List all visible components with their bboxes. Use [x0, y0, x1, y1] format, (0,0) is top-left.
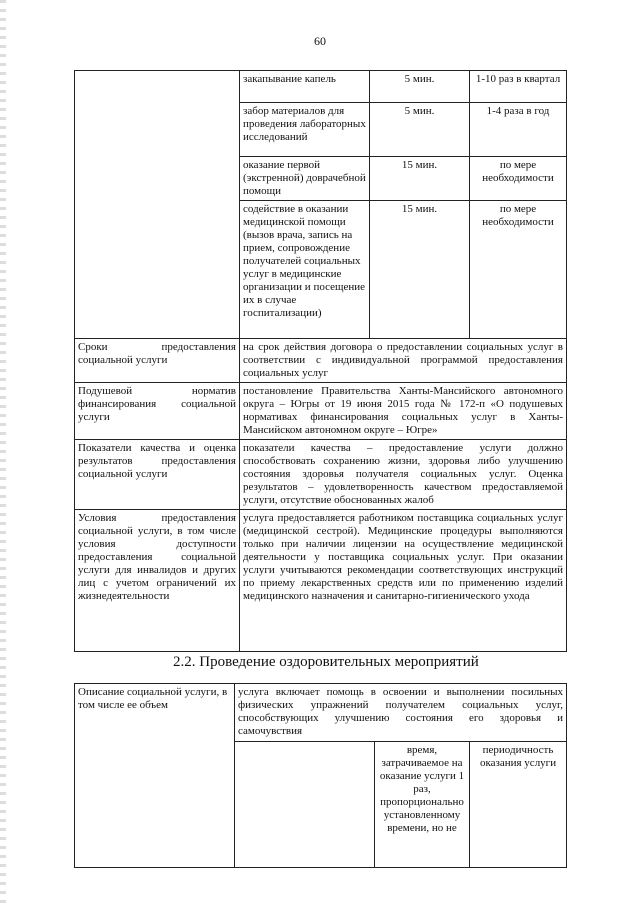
row-value: услуга предоставляется работником поставщика социальных услуг (медицинской сестрой). Медицинские процедуры выполняются только при наличии лицензии на осуществление медицинской деятельности у поставщика социальных услуг. При оказании услуги учитываются рекомендации соответствующих инструкций по приему лекарственных средств или по применению изделий медицинского назначения и санитарно-гигиенического ухода [240, 510, 567, 652]
section-title: 2.2. Проведение оздоровительных мероприятий [173, 654, 479, 670]
row-value: услуга включает помощь в освоении и выполнении посильных физических упражнений получателем социальных услуг, способствующих улучшению состояния его здоровья и самочувствия [235, 684, 567, 742]
page-number: 60 [314, 34, 326, 48]
row-label: Сроки предоставления социальной услуги [75, 339, 240, 383]
empty-cell [235, 742, 375, 868]
service-table [74, 70, 567, 652]
table-row [75, 339, 567, 383]
procedure-name: забор материалов для проведения лабораторных исследований [240, 103, 370, 157]
row-value: постановление Правительства Ханты-Мансийского автономного округа – Югры от 19 июня 2015 года № 172-п «О подушевых нормативах финансирования социальных услуг в Ханты-Мансийском автономном округе – Югре» [240, 383, 567, 440]
procedure-time: 5 мин. [370, 71, 470, 103]
table-row [75, 71, 567, 103]
table-row [75, 510, 567, 652]
column-header-time: время, затрачиваемое на оказание услуги 1 раз, пропорционально установленному времени, но не [375, 742, 470, 868]
table-row [75, 684, 567, 742]
service-table [74, 683, 567, 868]
procedure-name: содействие в оказании медицинской помощи (вызов врача, запись на прием, сопровождение получателей социальных услуг в медицинские организации и посещение их в случае госпитализации) [240, 201, 370, 339]
procedure-frequency: 1-10 раз в квартал [470, 71, 567, 103]
row-label: Условия предоставления социальной услуги, в том числе условия доступности предоставления социальной услуги для инвалидов и других лиц с учетом ограничений их жизнедеятельности [75, 510, 240, 652]
scan-edge [0, 0, 6, 905]
row-label: Подушевой норматив финансирования социальной услуги [75, 383, 240, 440]
procedure-name: закапывание капель [240, 71, 370, 103]
row-value: показатели качества – предоставление услуги должно способствовать сохранению жизни, здоровья либо улучшению состояния здоровья получателя социальных услуг. Оценка результатов – удовлетворенность качеством предоставляемой услуги, отсутствие обоснованных жалоб [240, 440, 567, 510]
procedure-time: 5 мин. [370, 103, 470, 157]
procedure-name: оказание первой (экстренной) доврачебной помощи [240, 157, 370, 201]
procedure-frequency: 1-4 раза в год [470, 103, 567, 157]
row-label: Описание социальной услуги, в том числе ее объем [75, 684, 235, 868]
procedure-frequency: по мере необходимости [470, 201, 567, 339]
table-row [75, 440, 567, 510]
procedure-frequency: по мере необходимости [470, 157, 567, 201]
procedure-time: 15 мин. [370, 157, 470, 201]
row-label: Показатели качества и оценка результатов предоставления социальной услуги [75, 440, 240, 510]
table-row [75, 383, 567, 440]
row-value: на срок действия договора о предоставлении социальных услуг в соответствии с индивидуальной программой предоставления социальных услуг [240, 339, 567, 383]
empty-label-cell [75, 71, 240, 339]
procedure-time: 15 мин. [370, 201, 470, 339]
column-header-frequency: периодичность оказания услуги [470, 742, 567, 868]
